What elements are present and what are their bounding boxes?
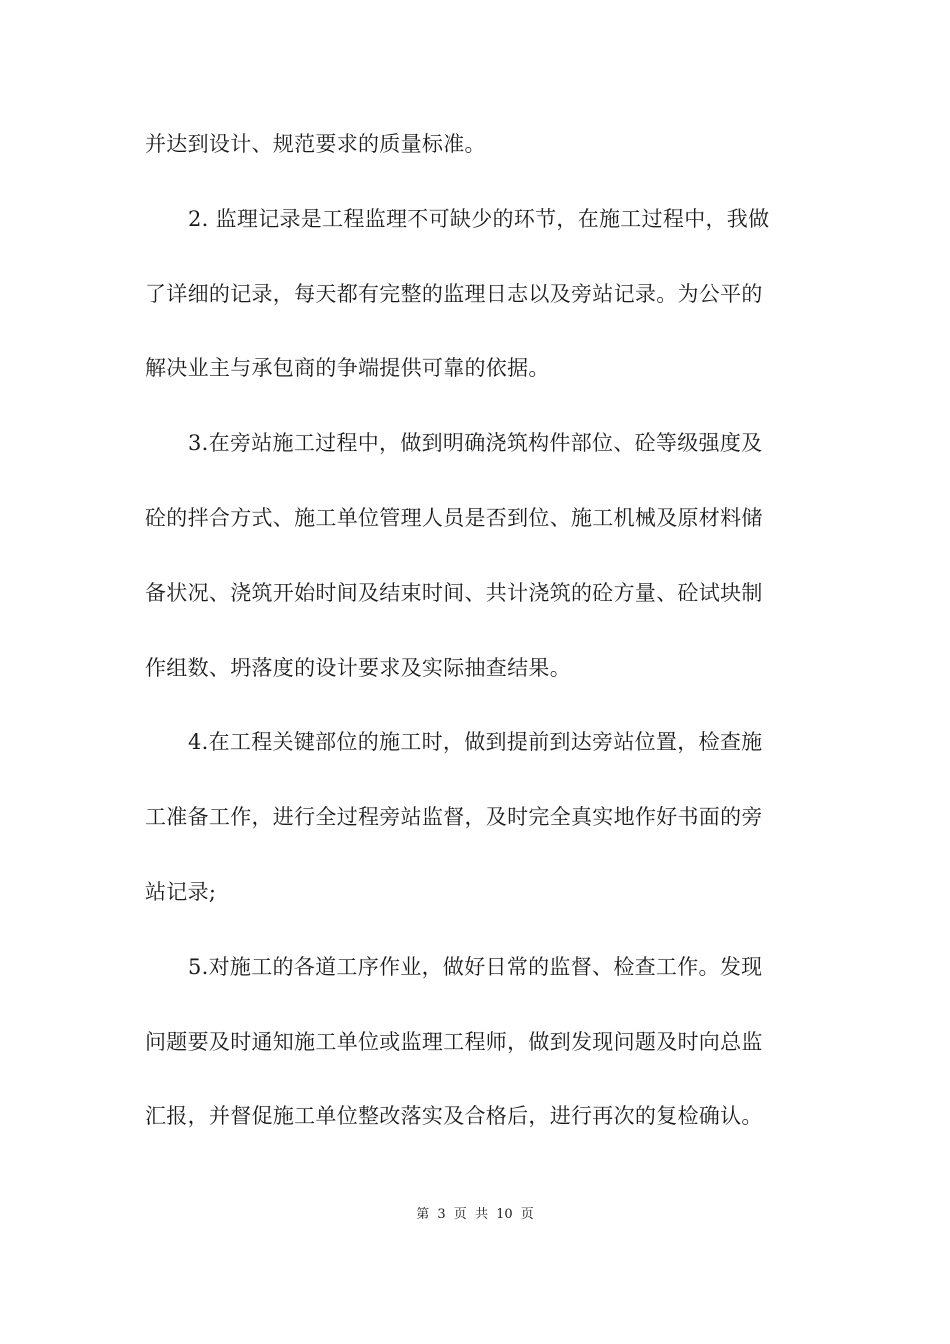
text-line-9: 4.在工程关键部位的施工时，做到提前到达旁站位置，检查施 [188, 730, 763, 755]
text-line-6: 砼的拌合方式、施工单位管理人员是否到位、施工机械及原材料储 [145, 505, 763, 530]
text-line-11: 站记录; [145, 879, 217, 904]
text-line-1: 并达到设计、规范要求的质量标准。 [145, 132, 486, 156]
page-footer [0, 1206, 950, 1224]
text-line-14: 汇报，并督促施工单位整改落实及合格后，进行再次的复检确认。 [145, 1104, 763, 1129]
body-text [145, 129, 807, 1176]
text-line-4: 解决业主与承包商的争端提供可靠的依据。 [145, 356, 550, 381]
text-line-2: 2. 监理记录是工程监理不可缺少的环节，在施工过程中，我做 [188, 206, 770, 231]
footer-page-word: 页 [453, 1207, 467, 1222]
footer-total-pages: 10 [496, 1207, 513, 1222]
footer-prefix: 第 [416, 1207, 430, 1222]
footer-suffix: 页 [520, 1207, 534, 1222]
text-line-8: 作组数、坍落度的设计要求及实际抽查结果。 [145, 655, 571, 680]
text-line-12: 5.对施工的各道工序作业，做好日常的监督、检查工作。发现 [188, 954, 763, 979]
text-line-10: 工准备工作，进行全过程旁站监督，及时完全真实地作好书面的旁 [145, 805, 763, 830]
text-line-5: 3.在旁站施工过程中，做到明确浇筑构件部位、砼等级强度及 [188, 431, 763, 456]
text-line-7: 备状况、浇筑开始时间及结束时间、共计浇筑的砼方量、砼试块制 [145, 580, 763, 605]
text-line-13: 问题要及时通知施工单位或监理工程师，做到发现问题及时向总监 [145, 1029, 763, 1054]
footer-current-page: 3 [437, 1207, 446, 1222]
text-line-3: 了详细的记录，每天都有完整的监理日志以及旁站记录。为公平的 [145, 281, 763, 306]
footer-total-word: 共 [474, 1207, 488, 1222]
